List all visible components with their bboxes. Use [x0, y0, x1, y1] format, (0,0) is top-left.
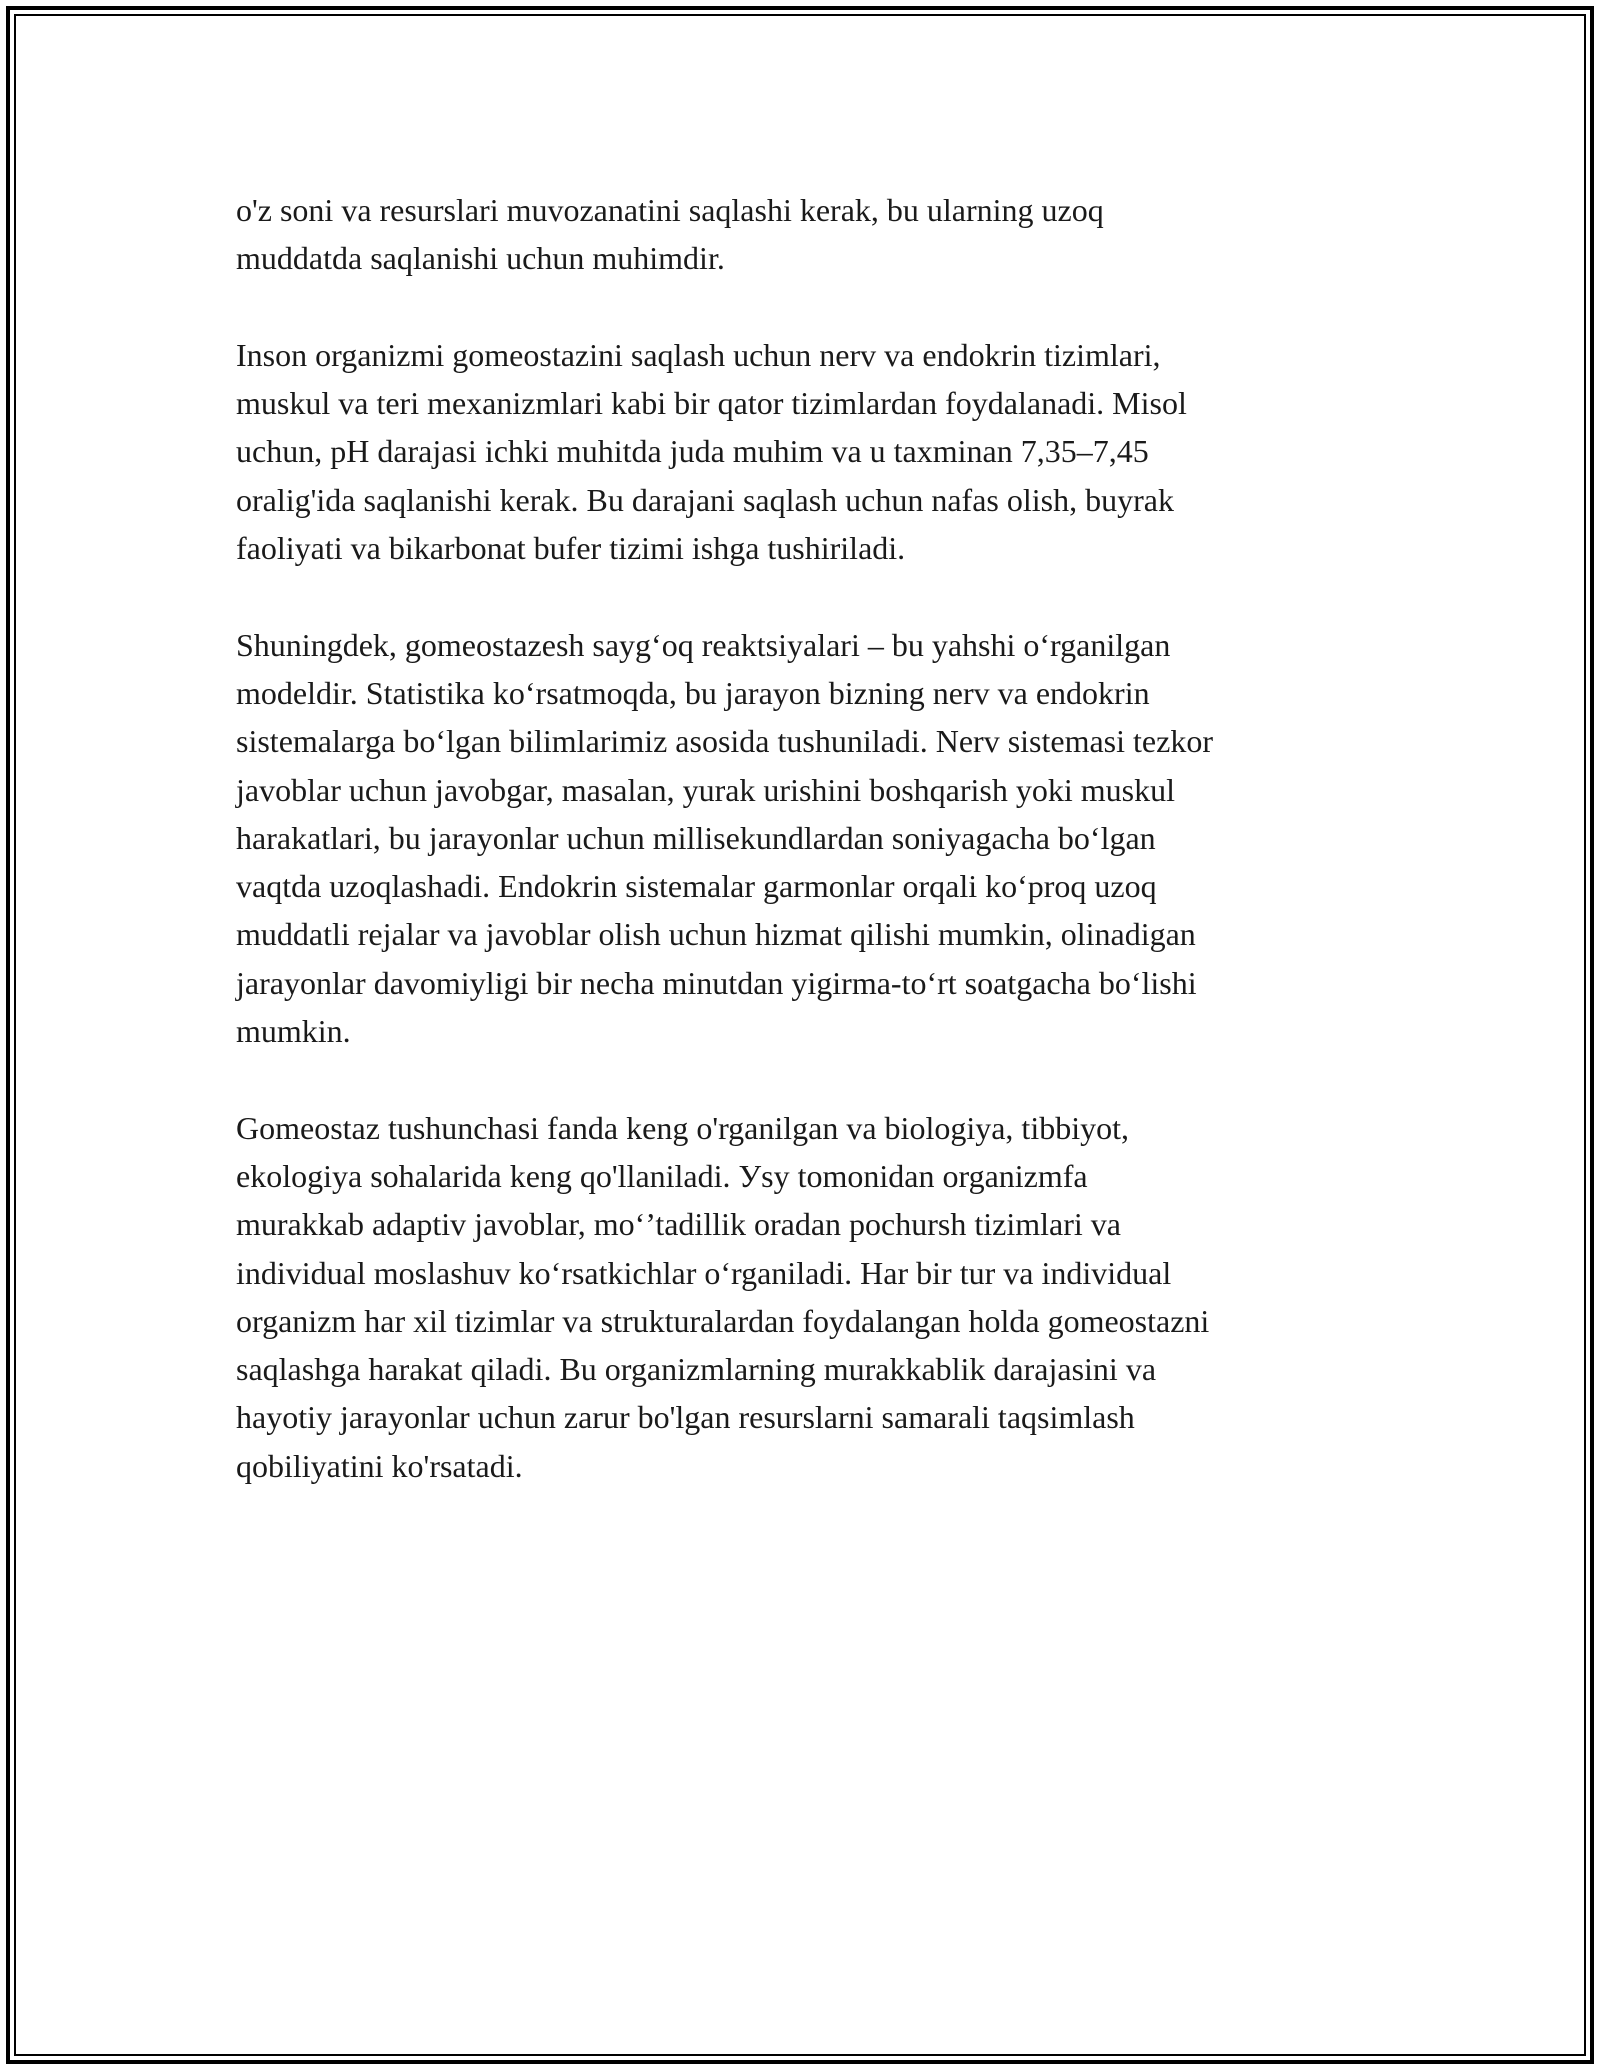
paragraph-2: Inson organizmi gomeostazini saqlash uchun nerv va endokrin tizimlari, muskul va teri mexanizmlari kabi bir qator tizimlardan foydalanadi. Misol uchun, pH darajasi ichki muhitda juda muhim va u taxminan 7,35–7,45 oralig'ida saqlanishi kerak. Bu darajani saqlash uchun nafas olish, buyrak faoliyati va bikarbonat bufer tizimi ishga tushiriladi.	[236, 336, 1187, 567]
paragraph-3: Shuningdek, gomeostazesh sayg‘oq reaktsiyalari – bu yahshi o‘rganilgan modeldir. Statistika ko‘rsatmoqda, bu jarayon bizning nerv va endokrin sistemalarga bo‘lgan bilimlarimiz asosida tushuniladi. Nerv sistemasi tezkor javoblar uchun javobgar, masalan, yurak urishini boshqarish yoki muskul harakatlari, bu jarayonlar uchun millisekundlardan soniyagacha bo‘lgan vaqtda uzoqlashadi. Endokrin sistemalar garmonlar orqali ko‘proq uzoq muddatli rejalar va javoblar olish uchun hizmat qilishi mumkin, olinadigan jarayonlar davomiyligi bir necha minutdan yigirma-to‘rt soatgacha bo‘lishi mumkin.	[236, 626, 1213, 1050]
paragraph-1: o'z soni va resurslari muvozanatini saqlashi kerak, bu ularning uzoq muddatda saqlanishi uchun muhimdir.	[236, 192, 1104, 277]
document-body	[236, 186, 1366, 1538]
paragraph-4: Gomeostaz tushunchasi fanda keng o'rganilgan va biologiya, tibbiyot, ekologiya sohalarida keng qo'llaniladi. Уsy tomonidan organizmfa murakkab adaptiv javoblar, mo‘’tadillik oradan pochursh tizimlari va individual moslashuv ko‘rsatkichlar o‘rganiladi. Har bir tur va individual organizm har xil tizimlar va strukturalardan foydalangan holda gomeostazni saqlashga harakat qiladi. Bu organizmlarning murakkablik darajasini va hayotiy jarayonlar uchun zarur bo'lgan resurslarni samarali taqsimlash qobiliyatini ko'rsatadi.	[236, 1109, 1210, 1484]
